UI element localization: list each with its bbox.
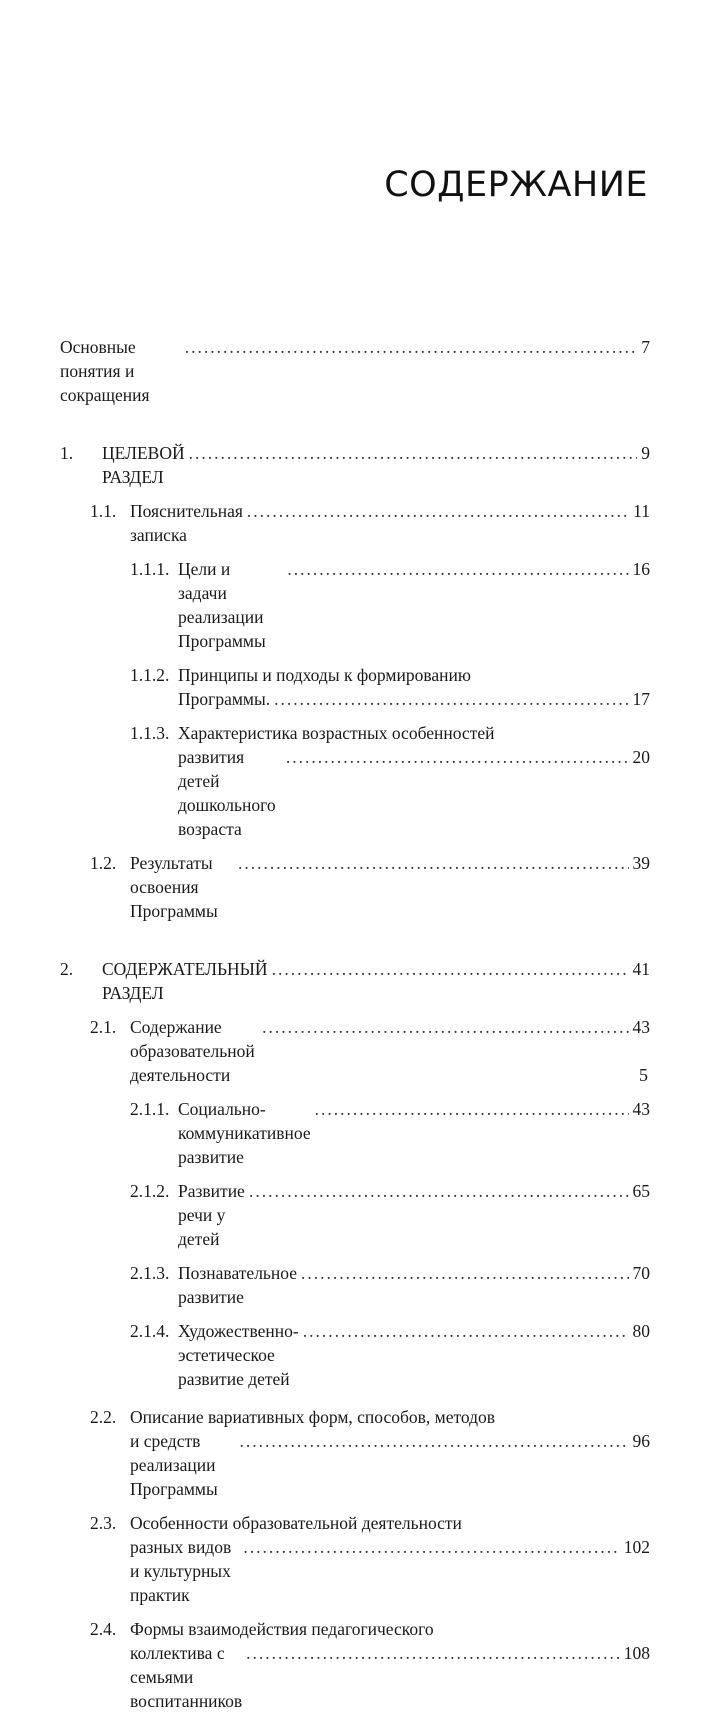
- toc-entry-title-line-1: Формы взаимодействия педагогического: [130, 1619, 434, 1639]
- toc-entry-1-1-3[interactable]: [60, 721, 650, 841]
- toc-entry-2-1[interactable]: [60, 1015, 650, 1087]
- toc-entry-number: 2.4.: [90, 1619, 117, 1639]
- dot-leader: [301, 1261, 628, 1285]
- toc-entry-page: 43: [632, 1017, 650, 1037]
- toc-entry-number: 1.: [60, 443, 74, 463]
- toc-entry-page: 43: [632, 1099, 650, 1119]
- toc-entry-title: Художественно-эстетическое развитие детей: [178, 1321, 299, 1389]
- toc-entry-title: ЦЕЛЕВОЙ РАЗДЕЛ: [102, 443, 185, 487]
- toc-entry-title-line-1: Описание вариативных форм, способов, методов: [130, 1407, 496, 1427]
- toc-entry-2-1-3[interactable]: [60, 1261, 650, 1309]
- toc-entry-page: 65: [632, 1181, 650, 1201]
- toc-entry-title: Развитие речи у детей: [178, 1181, 245, 1249]
- toc-entry-page: 7: [641, 337, 650, 357]
- toc-entry-1-1-1[interactable]: [60, 557, 650, 653]
- dot-leader: [189, 441, 638, 465]
- toc-entry-number: 2.1.2.: [130, 1181, 170, 1201]
- toc-entry-1-1[interactable]: [60, 499, 650, 547]
- toc-entry-2-4[interactable]: [60, 1617, 650, 1713]
- toc-entry-section-2[interactable]: [60, 957, 650, 1005]
- toc-entry-title-line-2: разных видов и культурных практик: [130, 1537, 232, 1605]
- toc-entry-number: 2.: [60, 959, 74, 979]
- toc-entry-title-line-2: и средств реализации Программы: [130, 1431, 218, 1499]
- toc-entry-1-1-2[interactable]: [60, 663, 650, 711]
- dot-leader: [262, 1015, 628, 1039]
- dot-leader: [185, 335, 638, 359]
- toc-entry-title: СОДЕРЖАТЕЛЬНЫЙ РАЗДЕЛ: [102, 959, 268, 1003]
- table-of-contents: [60, 335, 650, 1713]
- toc-entry-number: 2.3.: [90, 1513, 117, 1533]
- toc-entry-number: 2.1.4.: [130, 1321, 170, 1341]
- toc-entry-page: 16: [632, 559, 650, 579]
- toc-entry-2-3[interactable]: [60, 1511, 650, 1607]
- toc-entry-page: 41: [632, 959, 650, 979]
- dot-leader: [315, 1097, 629, 1121]
- toc-entry-title-line-1: Особенности образовательной деятельности: [130, 1513, 462, 1533]
- toc-entry-page: 102: [623, 1537, 650, 1557]
- toc-entry-page: 20: [632, 747, 650, 767]
- toc-entry-page: 108: [623, 1643, 650, 1663]
- toc-entry-title: Социально-коммуникативное развитие: [178, 1099, 311, 1167]
- toc-entry-page: 80: [632, 1321, 650, 1341]
- toc-entry-title-line-2: развития детей дошкольного возраста: [178, 747, 276, 839]
- toc-entry-title: Пояснительная записка: [130, 501, 243, 545]
- toc-entry-title-line-2: Программы.: [178, 689, 271, 709]
- toc-entry-1-2[interactable]: [60, 851, 650, 923]
- toc-entry-intro[interactable]: [60, 335, 650, 407]
- toc-entry-title: Цели и задачи реализации Программы: [178, 559, 266, 651]
- toc-entry-page: 39: [632, 853, 650, 873]
- toc-entry-page: 9: [641, 443, 650, 463]
- toc-entry-2-2[interactable]: [60, 1405, 650, 1501]
- page-title: СОДЕРЖАНИЕ: [384, 165, 648, 205]
- toc-entry-page: 17: [632, 689, 650, 709]
- toc-entry-title: Основные понятия и сокращения: [60, 337, 150, 405]
- toc-entry-number: 1.1.1.: [130, 559, 170, 579]
- toc-entry-number: 1.2.: [90, 853, 117, 873]
- dot-leader: [246, 1641, 620, 1665]
- toc-entry-number: 1.1.3.: [130, 723, 170, 743]
- toc-entry-number: 2.2.: [90, 1407, 117, 1427]
- toc-entry-number: 1.1.2.: [130, 665, 170, 685]
- toc-entry-number: 2.1.3.: [130, 1263, 170, 1283]
- dot-leader: [247, 499, 629, 523]
- dot-leader: [274, 687, 628, 711]
- toc-entry-title-line-1: Принципы и подходы к формированию: [178, 665, 471, 685]
- toc-entry-title-line-2: коллектива с семьями воспитанников: [130, 1643, 243, 1711]
- dot-leader: [238, 851, 629, 875]
- toc-entry-number: 1.1.: [90, 501, 117, 521]
- toc-entry-page: 96: [632, 1431, 650, 1451]
- page-number: 5: [639, 1065, 648, 1085]
- toc-entry-number: 2.1.1.: [130, 1099, 170, 1119]
- dot-leader: [286, 745, 629, 769]
- dot-leader: [287, 557, 628, 581]
- toc-entry-page: 70: [632, 1263, 650, 1283]
- dot-leader: [249, 1179, 628, 1203]
- toc-entry-title: Результаты освоения Программы: [130, 853, 218, 921]
- toc-entry-section-1[interactable]: [60, 441, 650, 489]
- toc-entry-2-1-2[interactable]: [60, 1179, 650, 1251]
- toc-entry-page: 11: [633, 501, 650, 521]
- toc-entry-2-1-4[interactable]: [60, 1319, 650, 1391]
- toc-entry-title: Познавательное развитие: [178, 1263, 298, 1307]
- dot-leader: [240, 1429, 629, 1453]
- toc-entry-title: Содержание образовательной деятельности: [130, 1017, 255, 1085]
- dot-leader: [243, 1535, 619, 1559]
- toc-entry-2-1-1[interactable]: [60, 1097, 650, 1169]
- toc-entry-title-line-1: Характеристика возрастных особенностей: [178, 723, 495, 743]
- dot-leader: [303, 1319, 629, 1343]
- toc-entry-number: 2.1.: [90, 1017, 117, 1037]
- dot-leader: [272, 957, 629, 981]
